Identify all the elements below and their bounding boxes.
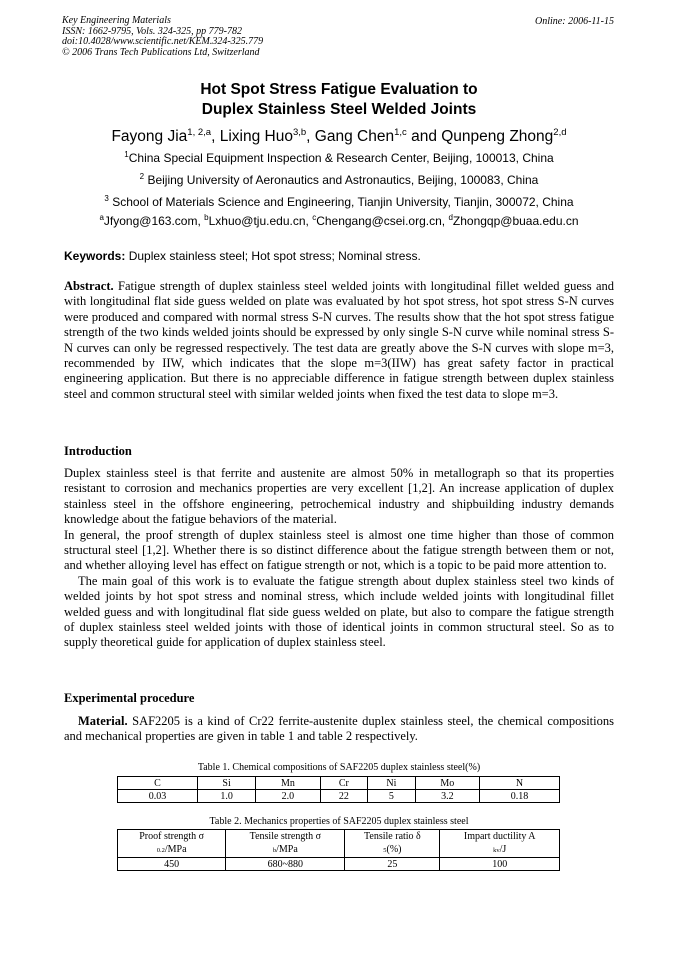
experimental-heading: Experimental procedure	[64, 691, 195, 705]
abstract-label: Abstract.	[64, 279, 114, 293]
table-header-cell: Ni	[368, 777, 416, 790]
table-header-cell	[118, 830, 226, 858]
author-affiliation-mark: 1,c	[394, 127, 407, 138]
abstract	[64, 279, 614, 402]
header-subscript: kv	[493, 847, 500, 854]
table-1-chemical-compositions	[117, 776, 560, 803]
author-name: Gang Chen	[314, 128, 395, 146]
table-header-cell	[440, 830, 560, 858]
table-cell: 0.18	[480, 790, 560, 803]
table-cell: 5	[368, 790, 416, 803]
affiliation-number: 3	[104, 194, 109, 203]
header-main: Impart ductility A	[463, 831, 536, 842]
author-list	[0, 123, 678, 147]
affiliation-text: School of Materials Science and Engineering, Tianjin University, Tianjin, 300072, China	[108, 195, 574, 209]
email-address[interactable]: Lxhuo@tju.edu.cn,	[208, 214, 313, 228]
author-separator: ,	[306, 128, 315, 146]
email-mark: a	[99, 213, 104, 222]
header-unit: /J	[499, 844, 507, 855]
header-unit: /MPa	[164, 844, 187, 855]
header-subscript: 5	[383, 847, 387, 854]
material-paragraph	[64, 714, 614, 745]
table-header-cell: Mn	[256, 777, 320, 790]
material-label: Material.	[78, 714, 128, 728]
author-affiliation-mark: 2,d	[553, 127, 567, 138]
author-name: Fayong Jia	[111, 128, 188, 146]
header-unit: (%)	[386, 844, 402, 855]
material-text: SAF2205 is a kind of Cr22 ferrite-austenite duplex stainless steel, the chemical compositions and mechanical properties are given in table 1 and table 2 respectively.	[64, 714, 614, 744]
table-cell: 450	[118, 858, 226, 871]
table-row	[118, 790, 560, 803]
email-mark: b	[204, 213, 209, 222]
table-header-cell: N	[480, 777, 560, 790]
table-header-cell: C	[118, 777, 198, 790]
author-name: Lixing Huo	[219, 128, 293, 146]
table-cell: 22	[320, 790, 368, 803]
issn-line: ISSN: 1662-9795, Vols. 324-325, pp 779-782	[62, 25, 242, 37]
email-mark: d	[448, 213, 453, 222]
table-header-cell: Mo	[415, 777, 479, 790]
table-cell: 680~880	[226, 858, 345, 871]
abstract-text: Fatigue strength of duplex stainless steel welded joints with longitudinal fillet welded guess and with longitudinal flat side guess welded on plate was evaluated by hot spot stress, hot spot stress S-N curves were produced and compared with normal stress S-N curves. The results show that the hot spot stress fatigue strength of the two kinds welded joints should be expressed by only single S-N curve while nominal stress S-N curves can only be regressed respectively. The test data are greatly above the S-N curves with slope m=3, recommended by IIW, which indicates that the slope m=3(IIW) has great safety factor in practical engineering application. But there is no appreciable difference in fatigue strength between duplex stainless steel and common structural steel with similar welded joints when fixed the test data to slope m=3.	[64, 279, 614, 401]
affiliation	[0, 150, 678, 165]
table-header-cell	[345, 830, 440, 858]
author-affiliation-mark: 1, 2,a	[187, 127, 212, 138]
introduction-paragraph-1: Duplex stainless steel is that ferrite and austenite are almost 50% in metallograph so that its properties resistant to corrosion and mechanics properties are very excellent [1,2]. An increase application of duplex stainless steel in the offshore engineering, petrochemical industry and shipbuilding industry demands knowledge about the fatigue behaviors of the material.	[64, 466, 614, 527]
introduction-paragraph-2: In general, the proof strength of duplex stainless steel is almost one time higher than those of common structural steel [1,2]. Whether there is so distinct difference about the fatigue strength between them or not, and whether alloying level has effect on fatigue strength or not, which is a topic to be paid more attention to.	[64, 527, 614, 573]
table-header-row	[118, 777, 560, 790]
affiliation	[0, 194, 678, 209]
keywords-text: Duplex stainless steel; Hot spot stress; Nominal stress.	[125, 249, 421, 263]
journal-header	[62, 16, 263, 58]
email-address[interactable]: Zhongqp@buaa.edu.cn	[452, 214, 579, 228]
table-cell: 0.03	[118, 790, 198, 803]
table-cell: 100	[440, 858, 560, 871]
doi-line[interactable]: doi:10.4028/www.scientific.net/KEM.324-325.779	[62, 36, 264, 47]
author-separator: ,	[211, 128, 220, 146]
keywords-label: Keywords:	[64, 249, 126, 263]
affiliation	[0, 172, 678, 187]
header-main: Tensile strength σ	[249, 831, 322, 842]
table-1-caption: Table 1. Chemical compositions of SAF2205 duplex stainless steel(%)	[197, 762, 481, 773]
table-header-cell: Si	[197, 777, 255, 790]
table-cell: 2.0	[256, 790, 320, 803]
header-unit: /MPa	[276, 844, 298, 855]
table-2-mechanics-properties	[117, 829, 560, 871]
paper-title	[0, 80, 678, 120]
table-header-row	[118, 830, 560, 858]
table-cell: 25	[345, 858, 440, 871]
header-subscript: 0.2	[156, 847, 165, 854]
affiliation-text: China Special Equipment Inspection & Research Center, Beijing, 100013, China	[128, 151, 554, 165]
introduction-paragraph-3: The main goal of this work is to evaluate the fatigue strength about duplex stainless steel two kinds of welded joints by hot spot stress and nominal stress, which include welded joints with longitudinal fillet welded guess and with longitudinal flat side guess welded on plate, but also to compare the fatigue strength of duplex stainless steel welded joints with those of identical joints in common structural steel. So as to supply theoretical guide for application of duplex stainless steel.	[64, 573, 614, 650]
table-row	[118, 858, 560, 871]
online-date: Online: 2006-11-15	[535, 16, 614, 27]
header-subscript: b	[272, 847, 277, 854]
header-main: Proof strength σ	[139, 831, 205, 842]
email-address[interactable]: Chengang@csei.org.cn,	[316, 214, 449, 228]
author-name: Qunpeng Zhong	[441, 128, 554, 146]
affiliation-text: Beijing University of Aeronautics and Astronautics, Beijing, 100083, China	[144, 173, 539, 187]
table-cell: 3.2	[415, 790, 479, 803]
keywords	[64, 249, 421, 263]
table-cell: 1.0	[197, 790, 255, 803]
table-header-cell	[226, 830, 345, 858]
affiliation-number: 1	[124, 150, 129, 159]
email-mark: c	[312, 213, 317, 222]
email-address[interactable]: Jfyong@163.com,	[103, 214, 205, 228]
header-main: Tensile ratio δ	[364, 831, 421, 842]
title-line-2: Duplex Stainless Steel Welded Joints	[201, 101, 477, 118]
table-header-cell: Cr	[320, 777, 368, 790]
introduction-body	[64, 466, 614, 651]
introduction-heading: Introduction	[64, 444, 132, 458]
author-affiliation-mark: 3,b	[292, 127, 307, 138]
author-separator: and	[406, 128, 442, 146]
copyright-line: © 2006 Trans Tech Publications Ltd, Switzerland	[62, 46, 260, 58]
affiliation-number: 2	[139, 172, 145, 181]
email-list	[0, 213, 678, 228]
journal-name: Key Engineering Materials	[62, 15, 171, 26]
table-2-caption: Table 2. Mechanics properties of SAF2205 duplex stainless steel	[209, 816, 469, 827]
title-line-1: Hot Spot Stress Fatigue Evaluation to	[200, 81, 478, 98]
